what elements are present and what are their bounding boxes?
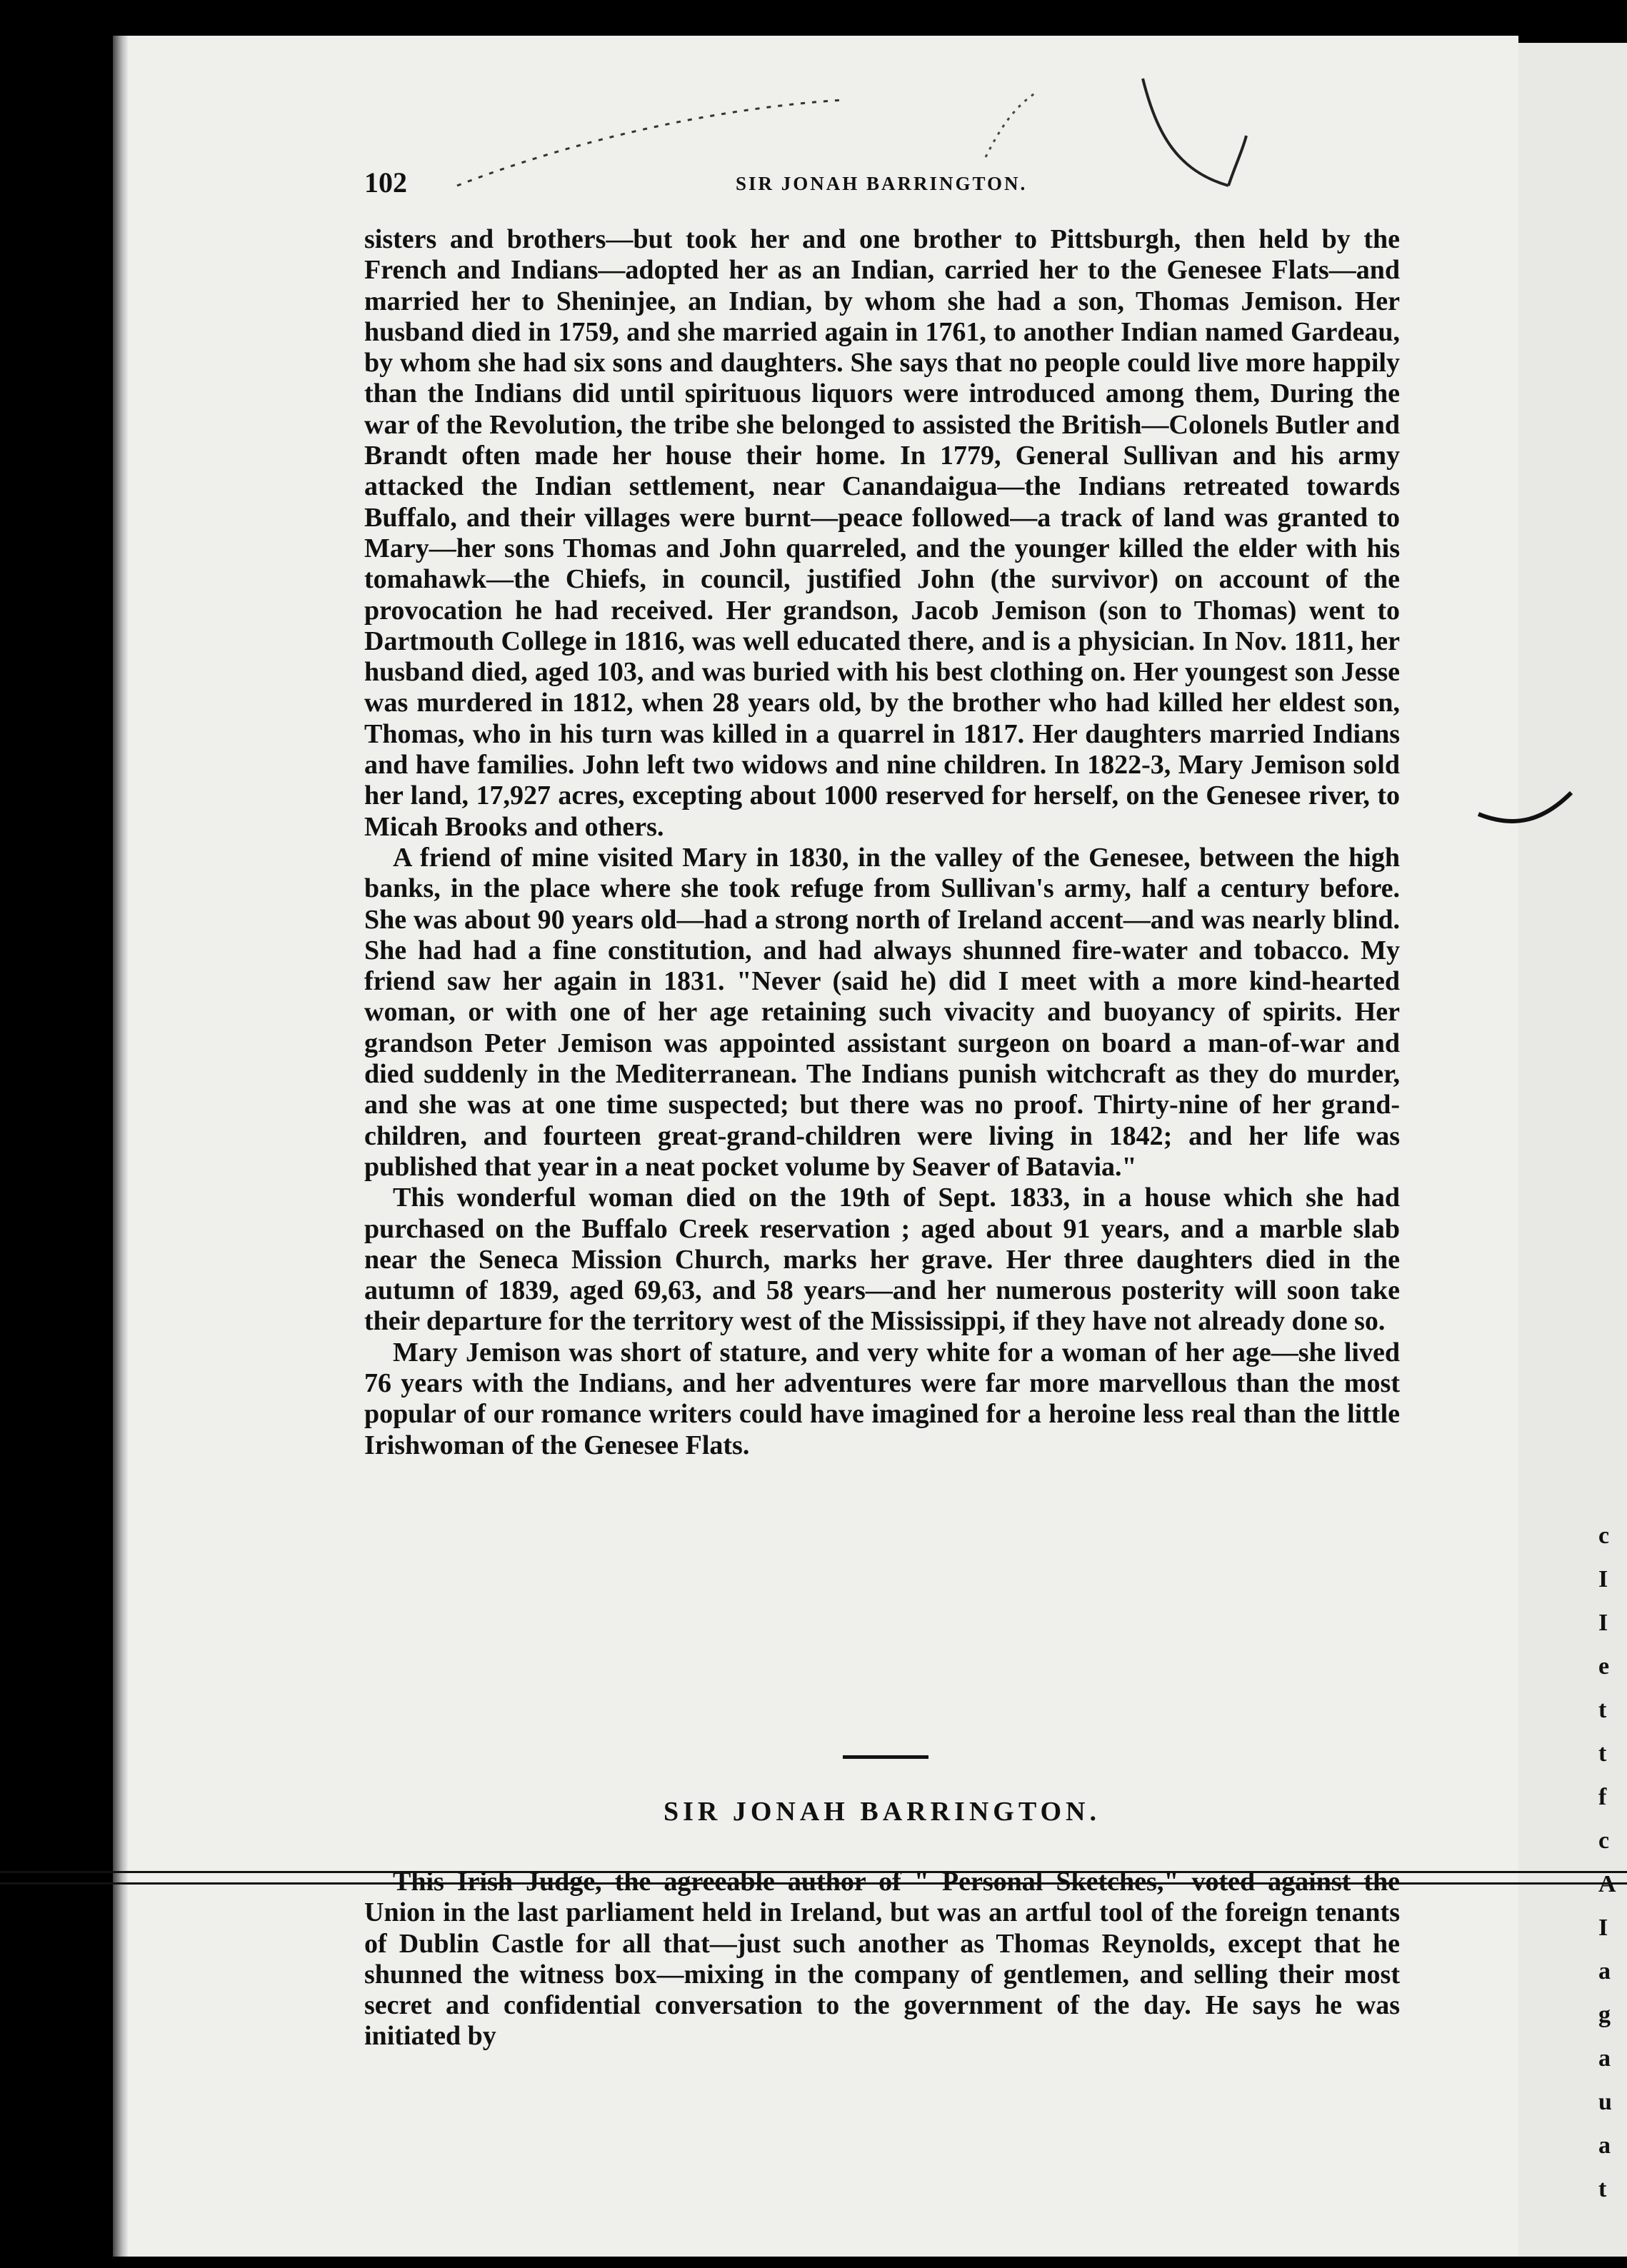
adjacent-page-letter: e [1598,1653,1610,1680]
page-gutter-shadow [113,36,129,2257]
adjacent-page-letter: I [1598,1915,1608,1941]
adjacent-page-letter: a [1598,2045,1611,2072]
adjacent-page-letter: f [1598,1784,1607,1810]
adjacent-page-letter: u [1598,2089,1612,2115]
section-paragraph: This Irish Judge, the agreeable author of " Personal Sketches," voted against the Union in the last parliament held in Ireland, but was an artful tool of the foreign tenants of Dublin Castle for all that—just such another as Thomas Reynolds, except that he shunned the witness box—mixing in the company of gentlemen, and selling their most secret and confidential conversation to the government of the day. He says he was initiated by [364,1867,1400,2052]
adjacent-page-letter: c [1598,1827,1610,1854]
adjacent-page-letter: I [1598,1566,1608,1592]
section-heading: SIR JONAH BARRINGTON. [664,1797,1101,1827]
paragraph-1: sisters and brothers—but took her and one brother to Pittsburgh, then held by the French and Indians—adopted her as an Indian, carried her to the Genesee Flats—and married her to Sheninjee, an Indian, by whom she had a son, Thomas Jemison. Her husband died in 1759, and she married again in 1761, to another Indian named Gardeau, by whom she had six sons and daughters. She says that no people could live more happily than the Indians did until spirituous liquors were introduced among them, During the war of the Revolution, the tribe she belonged to assisted the British—Colonels Butler and Brandt often made her house their home. In 1779, General Sullivan and his army attacked the Indian settlement, near Canandaigua—the Indians retreated towards Buffalo, and their villages were burnt—peace followed—a track of land was granted to Mary—her sons Thomas and John quarreled, and the younger killed the elder with his tomahawk—the Chiefs, in council, justified John (the survivor) on account of the provocation he had received. Her grandson, Jacob Jemison (son to Thomas) went to Dartmouth College in 1816, was well educated there, and is a physician. In Nov. 1811, her husband died, aged 103, and was buried with his best clothing on. Her youngest son Jesse was murdered in 1812, when 28 years old, by the brother who had killed her eldest son, Thomas, who in his turn was killed in a quarrel in 1817. Her daughters married Indians and have families. John left two widows and nine children. In 1822-3, Mary Jemison sold her land, 17,927 acres, excepting about 1000 reserved for herself, on the Genesee river, to Micah Brooks and others. [364,224,1400,842]
section-body [364,1867,1400,2052]
page-number: 102 [364,166,407,199]
pen-scribble-right [1471,786,1614,843]
running-header [364,166,1393,209]
adjacent-page-letter: t [1598,2176,1607,2202]
adjacent-page-letters [1598,1514,1627,2211]
paragraph-4: Mary Jemison was short of stature, and very white for a woman of her age—she lived 76 years with the Indians, and her adventures were far more marvellous than the most popular of our romance writers could have imagined for a heroine less real than the little Irishwoman of the Genesee Flats. [364,1337,1400,1460]
adjacent-page-letter: A [1598,1871,1616,1897]
adjacent-page-letter: a [1598,2132,1611,2159]
adjacent-page-letter: I [1598,1610,1608,1636]
adjacent-page-letter: t [1598,1740,1607,1767]
paragraph-3: This wonderful woman died on the 19th of Sept. 1833, in a house which she had purchased on the Buffalo Creek reservation ; aged about 91 years, and a marble slab near the Seneca Mission Church, marks her grave. Her three daughters died in the autumn of 1839, aged 69,63, and 58 years—and her numerous posterity will soon take their departure for the territory west of the Mississippi, if they have not already done so. [364,1183,1400,1337]
running-title: SIR JONAH BARRINGTON. [736,173,1028,194]
article-body [364,224,1400,1461]
adjacent-page-letter: a [1598,1958,1611,1985]
adjacent-page-letter: c [1598,1522,1610,1549]
section-divider [843,1755,928,1759]
adjacent-page-letter: t [1598,1697,1607,1723]
paragraph-2: A friend of mine visited Mary in 1830, in the valley of the Genesee, between the high banks, in the place where she took refuge from Sullivan's army, half a century before. She was about 90 years old—had a strong north of Ireland accent—and was nearly blind. She had had a fine constitution, and had always shunned fire-water and tobacco. My friend saw her again in 1831. "Never (said he) did I meet with a more kind-hearted woman, or with one of her age retaining such vivacity and buoyancy of spirits. Her grandson Peter Jemison was appointed assistant surgeon on board a man-of-war and died suddenly in the Mediterranean. The Indians punish witchcraft as they do murder, and she was at one time suspected; but there was no proof. Thirty-nine of her grand-children, and fourteen great-grand-children were living in 1842; and her life was published that year in a neat pocket volume by Seaver of Batavia." [364,842,1400,1182]
adjacent-page-letter: g [1598,2002,1611,2028]
